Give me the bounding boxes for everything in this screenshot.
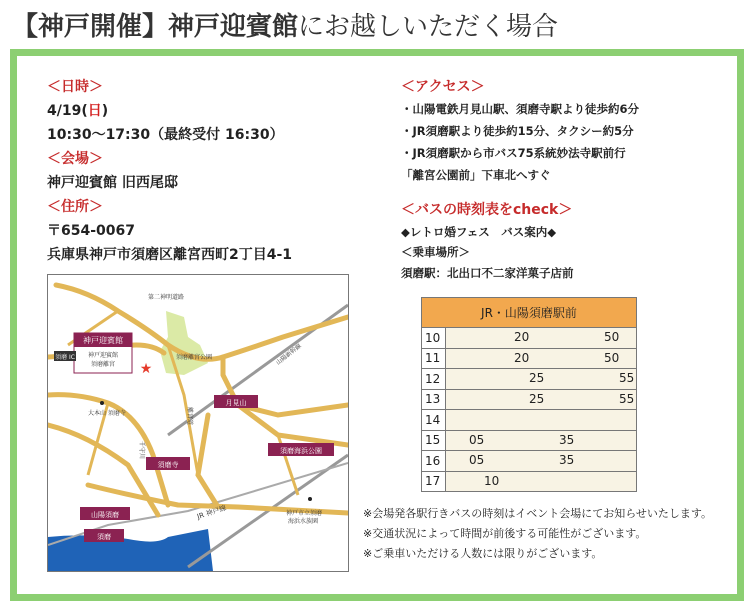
station-kaihin-label: 須磨海浜公園 (280, 447, 322, 455)
timetable-row (422, 369, 637, 390)
access-line-2: ・JR須磨駅より徒歩約15分、タクシー約5分 (401, 124, 634, 138)
datetime-heading: ＜日時＞ (47, 79, 103, 95)
road-label-b: 千守川 (138, 441, 145, 460)
note-3: ※ご乗車いただける人数には限りがございます。 (363, 547, 603, 560)
timetable-minutes (446, 369, 637, 390)
ic-label: 須磨 IC (55, 354, 75, 361)
event-time: 10:30〜17:30（最終受付 16:30） (47, 127, 284, 143)
access-heading: ＜アクセス＞ (401, 79, 485, 95)
temple-label: 大本山 須磨寺 (88, 410, 126, 417)
timetable-row (422, 430, 637, 451)
bus-info: ◆レトロ婚フェス バス案内◆ (401, 225, 557, 239)
notes (363, 504, 712, 564)
timetable-row (422, 451, 637, 472)
date-prefix: 4/19( (47, 103, 88, 119)
road-label-1: 第二神明道路 (148, 294, 185, 301)
bus-timetable (421, 297, 637, 492)
timetable-hour: 10 (422, 328, 446, 349)
station-sumadera-label: 須磨寺 (157, 461, 179, 469)
road-label-a: 離宮道 (186, 407, 193, 426)
main-roads (48, 285, 348, 515)
timetable-hour: 16 (422, 451, 446, 472)
timetable-minute: 25 (529, 391, 545, 406)
timetable-minutes (446, 328, 637, 349)
road-label-2: 山陽新幹線 (274, 342, 303, 367)
venue-logo-text: 神戸迎賓館 (83, 336, 123, 345)
timetable-minutes (446, 451, 637, 472)
timetable-hour: 11 (422, 348, 446, 369)
station-sanyo-suma-label: 山陽須磨 (91, 511, 119, 519)
jr-label: JR 神戸線 (196, 503, 228, 521)
timetable-hour: 13 (422, 389, 446, 410)
access-line-3: ・JR須磨駅から市バス75系統妙法寺駅前行 (401, 146, 626, 160)
timetable-minutes (446, 348, 637, 369)
timetable-row (422, 328, 637, 349)
venue-star-icon: ★ (139, 361, 153, 377)
timetable-hour: 15 (422, 430, 446, 451)
timetable-minute: 35 (559, 453, 575, 467)
note-1: ※会場発各駅行きバスの時刻はイベント会場にてお知らせいたします。 (363, 507, 713, 520)
date-suffix: ) (101, 103, 109, 119)
temple-dot (100, 401, 104, 405)
sea-area (48, 529, 213, 571)
access-line-4: 「離宮公園前」下車北へすぐ (401, 168, 551, 182)
aquarium-label-1: 神戸市立須磨 (286, 510, 323, 517)
access-line-1: ・山陽電鉄月見山駅、須磨寺駅より徒歩約6分 (401, 102, 639, 116)
timetable-minute: 10 (484, 473, 500, 488)
timetable-row (422, 410, 637, 431)
timetable-minutes (446, 430, 637, 451)
timetable-hour: 17 (422, 471, 446, 492)
date-day: 日 (87, 103, 102, 119)
event-date (47, 100, 108, 120)
address-heading: ＜住所＞ (47, 199, 103, 215)
timetable-minute: 35 (559, 432, 575, 447)
title-bold: 【神戸開催】神戸迎賓館 (12, 12, 299, 42)
address-line: 兵庫県神戸市須磨区離宮西町2丁目4-1 (47, 247, 293, 263)
note-2: ※交通状況によって時間が前後する可能性がございます。 (363, 527, 647, 540)
aquarium-dot (308, 497, 312, 501)
timetable-minute: 20 (514, 350, 530, 365)
venue-sub-1: 神戸迎賓館 (87, 352, 119, 359)
timetable-minute: 50 (604, 350, 620, 365)
aquarium-label-2: 海浜水族園 (288, 518, 319, 525)
timetable-minute: 05 (469, 432, 485, 447)
bus-stop: 須磨駅：北出口不二家洋菓子店前 (401, 266, 574, 280)
venue-sub-2: 須磨離宮 (90, 361, 116, 368)
timetable-hour: 14 (422, 410, 446, 431)
timetable-hour: 12 (422, 369, 446, 390)
timetable-header: JR・山陽須磨駅前 (422, 298, 637, 328)
postal-code: 〒654-0067 (47, 223, 135, 239)
venue-heading: ＜会場＞ (47, 151, 103, 167)
timetable-minutes (446, 410, 637, 431)
station-suma-label: 須磨 (97, 533, 111, 541)
timetable-minutes (446, 389, 637, 410)
page-title (12, 6, 558, 43)
venue-name: 神戸迎賓館 旧西尾邸 (47, 175, 178, 191)
park-label: 須磨離宮公園 (176, 354, 213, 361)
timetable-minute: 20 (514, 330, 530, 344)
timetable-minute: 55 (619, 391, 635, 406)
bus-stop-heading: ＜乗車場所＞ (401, 245, 470, 259)
timetable-minutes (446, 471, 637, 492)
bus-heading: ＜バスの時刻表をcheck＞ (401, 202, 573, 218)
timetable-row (422, 389, 637, 410)
timetable-minute: 05 (469, 453, 485, 467)
access-map (47, 274, 349, 572)
timetable-row (422, 348, 637, 369)
timetable-minute: 50 (604, 330, 620, 344)
timetable-minute: 25 (529, 371, 545, 385)
title-rest: にお越しいただく場合 (298, 12, 559, 42)
station-tsukimiyama-label: 月見山 (225, 399, 247, 407)
timetable-row (422, 471, 637, 492)
timetable-minute: 55 (619, 371, 635, 385)
